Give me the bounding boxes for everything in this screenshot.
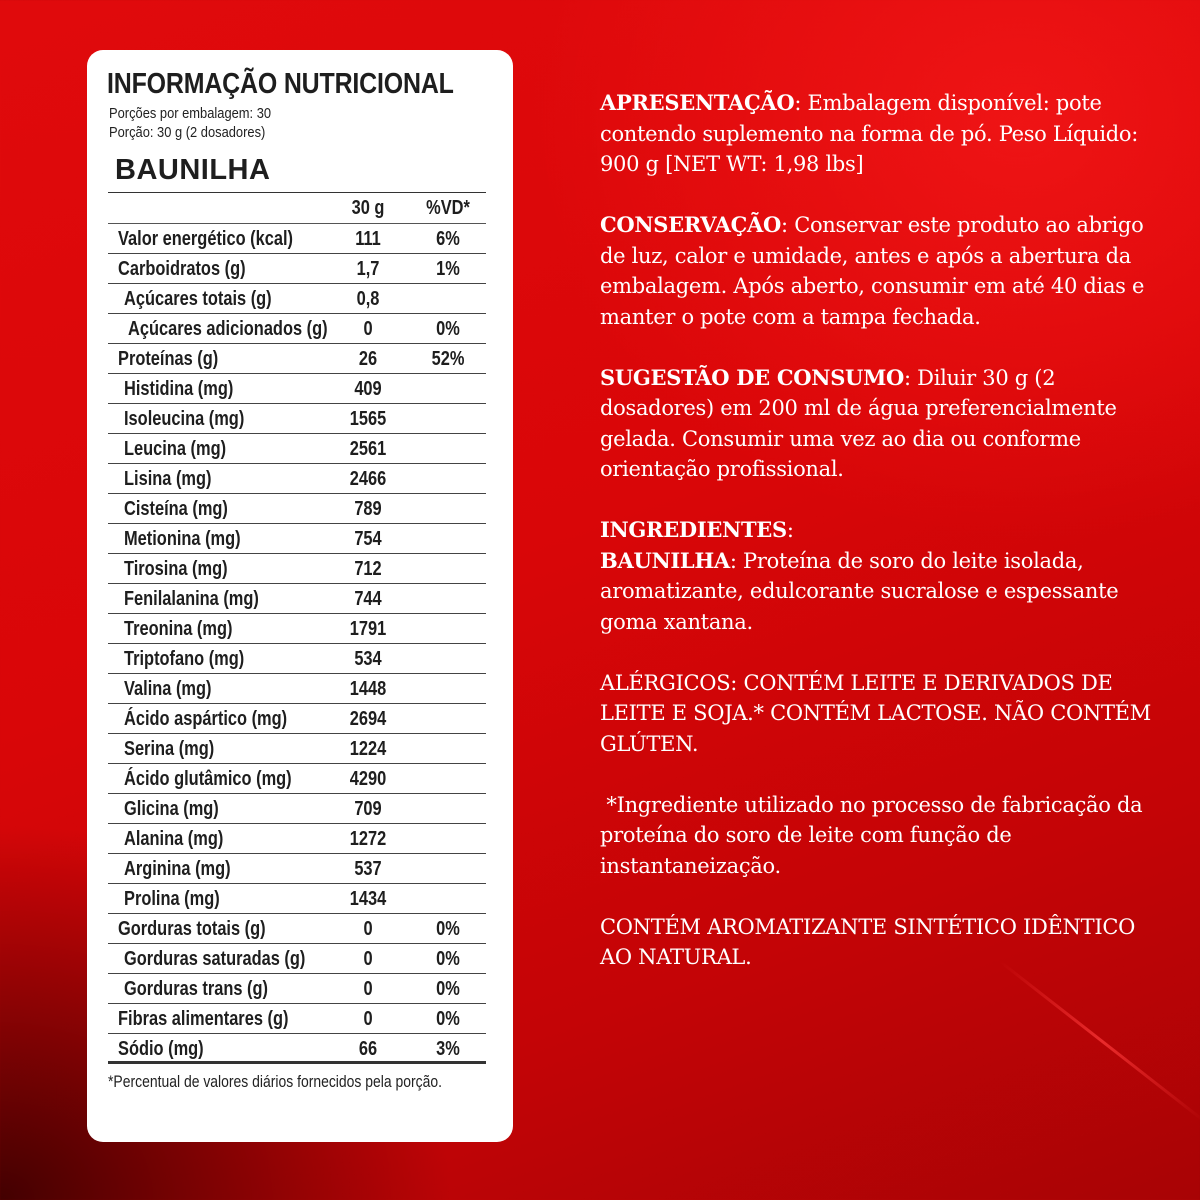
nutrient-amount: 2561 bbox=[349, 438, 387, 460]
nutrient-amount: 4290 bbox=[349, 768, 387, 790]
nutrient-amount: 66 bbox=[358, 1038, 378, 1060]
nutrient-dv: 0% bbox=[436, 1008, 460, 1030]
table-row bbox=[108, 974, 486, 1004]
flavor-heading: BAUNILHA bbox=[115, 154, 271, 186]
nutrient-name: Fenilalanina (mg) bbox=[124, 588, 259, 610]
nutrient-amount: 0 bbox=[363, 948, 373, 970]
table-row bbox=[108, 704, 486, 734]
table-row bbox=[108, 434, 486, 464]
nutrient-name: Valor energético (kcal) bbox=[118, 228, 294, 250]
nutrient-name: Prolina (mg) bbox=[124, 888, 220, 910]
nutrient-name: Metionina (mg) bbox=[124, 528, 241, 550]
section-alergicos bbox=[600, 668, 1160, 760]
nutrition-table bbox=[108, 192, 486, 1092]
nutrient-name: Leucina (mg) bbox=[124, 438, 227, 460]
nutrient-name: Ácido glutâmico (mg) bbox=[124, 768, 292, 790]
nutrient-name: Gorduras saturadas (g) bbox=[124, 948, 306, 970]
nutrient-amount: 534 bbox=[354, 648, 382, 670]
table-row bbox=[108, 854, 486, 884]
table-row bbox=[108, 884, 486, 914]
nutrient-amount: 1565 bbox=[349, 408, 387, 430]
nutrient-amount: 0 bbox=[363, 978, 373, 1000]
table-row bbox=[108, 824, 486, 854]
table-row bbox=[108, 644, 486, 674]
nota-ingrediente-text: *Ingrediente utilizado no processo de fabricação da proteína do soro de leite com função de instantaneização. bbox=[600, 792, 1149, 878]
nutrient-amount: 712 bbox=[354, 558, 382, 580]
ingredientes-text: : Proteína de soro do leite isolada, aromatizante, edulcorante sucralose e espessante goma xantana. bbox=[600, 548, 1119, 634]
table-row bbox=[108, 524, 486, 554]
nutrition-facts-panel bbox=[87, 50, 513, 1142]
nutrient-amount: 754 bbox=[354, 528, 382, 550]
table-row bbox=[108, 464, 486, 494]
table-row bbox=[108, 554, 486, 584]
servings-per-package: Porções por embalagem: 30 bbox=[109, 105, 272, 122]
table-row bbox=[108, 494, 486, 524]
serving-size: Porção: 30 g (2 dosadores) bbox=[109, 124, 266, 141]
nutrient-dv: 0% bbox=[436, 978, 460, 1000]
table-row bbox=[108, 344, 486, 374]
table-row bbox=[108, 674, 486, 704]
nutrient-amount: 0 bbox=[363, 318, 373, 340]
nutrient-name: Ácido aspártico (mg) bbox=[124, 708, 288, 730]
ingredientes-flavor-label: BAUNILHA bbox=[600, 547, 730, 573]
section-ingredientes bbox=[600, 515, 1160, 637]
apresentacao-text: : Embalagem disponível: pote contendo suplemento na forma de pó. Peso Líquido: 900 g [NET WT: 1,98 lbs] bbox=[600, 91, 1139, 176]
nutrient-name: Triptofano (mg) bbox=[124, 648, 245, 670]
nutrient-name: Glicina (mg) bbox=[124, 798, 219, 820]
nutrient-name: Tirosina (mg) bbox=[124, 558, 228, 580]
nutrient-amount: 0 bbox=[363, 918, 373, 940]
table-row bbox=[108, 1004, 486, 1034]
nutrient-name: Proteínas (g) bbox=[118, 348, 219, 370]
table-header bbox=[108, 192, 486, 224]
nutrient-name: Treonina (mg) bbox=[124, 618, 233, 640]
nutrient-amount: 1224 bbox=[349, 738, 387, 760]
nutrient-amount: 26 bbox=[358, 348, 378, 370]
nutrient-name: Açúcares adicionados (g) bbox=[128, 318, 328, 340]
nutrient-name: Gorduras trans (g) bbox=[124, 978, 268, 1000]
table-row bbox=[108, 254, 486, 284]
nutrient-dv: 0% bbox=[436, 318, 460, 340]
table-row bbox=[108, 794, 486, 824]
nutrient-name: Alanina (mg) bbox=[124, 828, 224, 850]
nutrient-amount: 1448 bbox=[349, 678, 387, 700]
conservacao-text: : Conservar este produto ao abrigo de luz, calor e umidade, antes e após a abertura da embalagem. Após aberto, consumir em até 40 dias e manter o pote com a tampa fechada. bbox=[600, 213, 1145, 329]
table-row bbox=[108, 314, 486, 344]
nutrient-name: Gorduras totais (g) bbox=[118, 918, 266, 940]
table-row bbox=[108, 1034, 486, 1064]
product-info bbox=[600, 88, 1160, 1003]
nutrient-amount: 2694 bbox=[349, 708, 387, 730]
table-row bbox=[108, 374, 486, 404]
apresentacao-label: APRESENTAÇÃO bbox=[600, 90, 795, 115]
nutrient-amount: 744 bbox=[354, 588, 382, 610]
table-row bbox=[108, 764, 486, 794]
sugestao-text: : Diluir 30 g (2 dosadores) em 200 ml de água preferencialmente gelada. Consumir uma vez ao dia ou conforme orientação profissional. bbox=[600, 365, 1117, 481]
nutrient-name: Açúcares totais (g) bbox=[124, 288, 272, 310]
nutrient-name: Histidina (mg) bbox=[124, 378, 234, 400]
section-aromatizante bbox=[600, 912, 1160, 973]
nutrient-dv: 3% bbox=[436, 1038, 460, 1060]
section-sugestao bbox=[600, 363, 1160, 485]
nutrient-dv: 6% bbox=[436, 228, 460, 250]
nutrient-amount: 1,7 bbox=[356, 258, 380, 280]
alergicos-text: ALÉRGICOS: CONTÉM LEITE E DERIVADOS DE LEITE E SOJA.* CONTÉM LACTOSE. NÃO CONTÉM GLÚTEN. bbox=[600, 670, 1151, 756]
table-row bbox=[108, 944, 486, 974]
nutrient-amount: 537 bbox=[354, 858, 382, 880]
sugestao-label: SUGESTÃO DE CONSUMO bbox=[600, 364, 905, 390]
nutrient-amount: 1434 bbox=[349, 888, 387, 910]
table-row bbox=[108, 284, 486, 314]
nutrient-amount: 0 bbox=[363, 1008, 373, 1030]
section-nota-ingrediente bbox=[600, 790, 1160, 882]
dv-footnote: *Percentual de valores diários fornecidos pela porção. bbox=[108, 1072, 442, 1091]
nutrient-dv: 0% bbox=[436, 948, 460, 970]
nutrient-amount: 1791 bbox=[349, 618, 387, 640]
table-row bbox=[108, 224, 486, 254]
nutrient-name: Valina (mg) bbox=[124, 678, 212, 700]
nutrient-name: Carboidratos (g) bbox=[118, 258, 246, 280]
column-header-dv: %VD* bbox=[426, 197, 470, 219]
nutrient-name: Serina (mg) bbox=[124, 738, 215, 760]
nutrient-name: Cisteína (mg) bbox=[124, 498, 228, 520]
nutrient-name: Arginina (mg) bbox=[124, 858, 231, 880]
conservacao-label: CONSERVAÇÃO bbox=[600, 212, 782, 237]
table-row bbox=[108, 614, 486, 644]
nutrient-amount: 709 bbox=[354, 798, 382, 820]
column-header-amount: 30 g bbox=[351, 197, 385, 219]
ingredientes-label: INGREDIENTES bbox=[600, 517, 787, 542]
nutrient-amount: 111 bbox=[355, 228, 381, 250]
table-row bbox=[108, 914, 486, 944]
table-row bbox=[108, 584, 486, 614]
nutrient-dv: 0% bbox=[436, 918, 460, 940]
nutrient-name: Lisina (mg) bbox=[124, 468, 212, 490]
nutrient-name: Isoleucina (mg) bbox=[124, 408, 245, 430]
ingredientes-suffix: : bbox=[786, 518, 794, 542]
nutrient-amount: 0,8 bbox=[356, 288, 380, 310]
section-conservacao bbox=[600, 210, 1160, 332]
nutrient-amount: 789 bbox=[354, 498, 382, 520]
nutrient-name: Fibras alimentares (g) bbox=[118, 1008, 289, 1030]
nutrient-amount: 1272 bbox=[349, 828, 387, 850]
aromatizante-text: CONTÉM AROMATIZANTE SINTÉTICO IDÊNTICO AO NATURAL. bbox=[600, 914, 1136, 969]
nutrient-amount: 2466 bbox=[349, 468, 387, 490]
nutrition-title: INFORMAÇÃO NUTRICIONAL bbox=[107, 68, 454, 100]
nutrient-amount: 409 bbox=[354, 378, 382, 400]
nutrient-dv: 52% bbox=[431, 348, 465, 370]
nutrient-name: Sódio (mg) bbox=[118, 1038, 204, 1060]
table-body bbox=[108, 224, 486, 1064]
table-row bbox=[108, 734, 486, 764]
section-apresentacao bbox=[600, 88, 1160, 180]
table-row bbox=[108, 404, 486, 434]
nutrient-dv: 1% bbox=[436, 258, 460, 280]
